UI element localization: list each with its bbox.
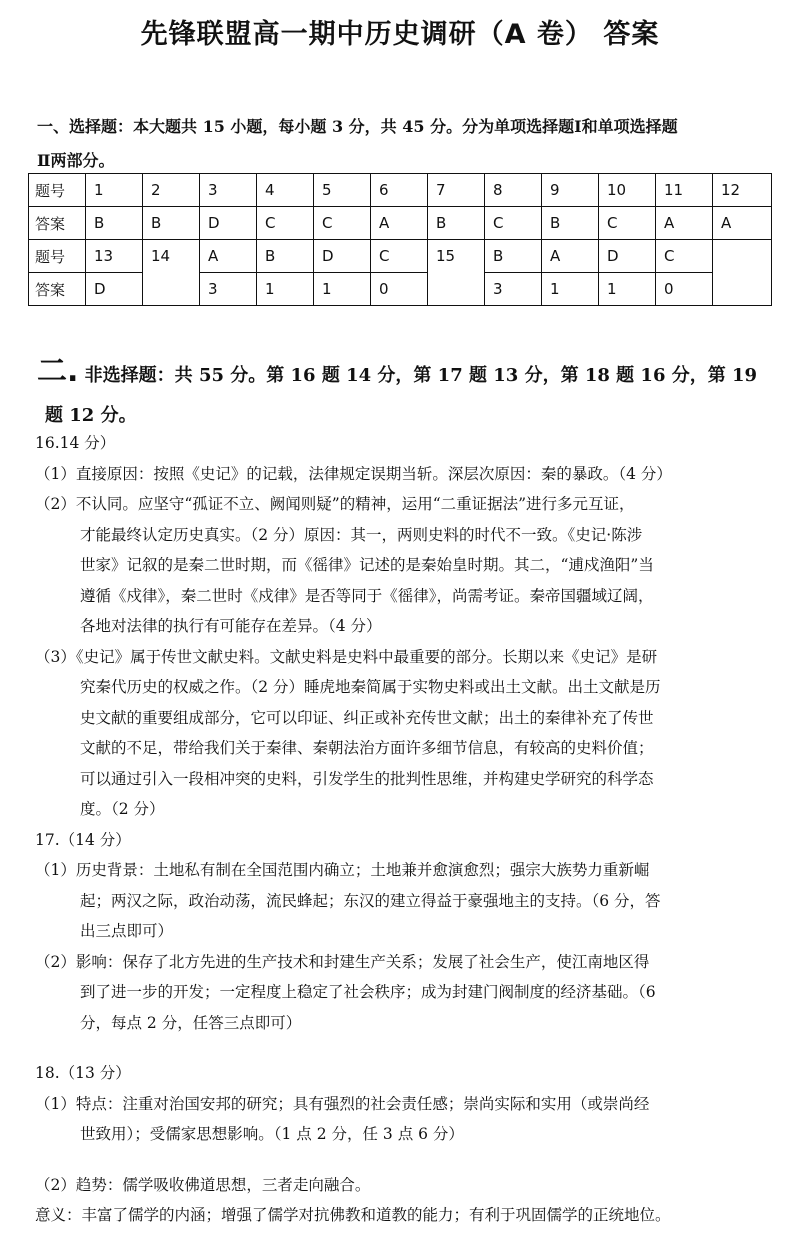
- q18-heading: 18.（13 分）: [35, 1064, 131, 1082]
- answer-value: A: [713, 207, 772, 240]
- q16-part-2-line: 世家》记叙的是秦二世时期，而《徭律》记述的是秦始皇时期。其二，“逋戍渔阳”当: [80, 556, 654, 574]
- q17-part-2-line: 到了进一步的开发；一定程度上稳定了社会秩序；成为封建门阀制度的经济基础。（6: [80, 983, 656, 1001]
- answer-value: D: [86, 273, 143, 306]
- sub-score: 3: [485, 273, 542, 306]
- question-number: 1: [86, 174, 143, 207]
- question-number: 9: [542, 174, 599, 207]
- q16-part-3-line: 可以通过引入一段相冲突的史料，引发学生的批判性思维，并构建史学研究的科学态: [80, 769, 654, 788]
- q17-part-1-line: （1）历史背景：土地私有制在全国范围内确立；土地兼并愈演愈烈；强宗大族势力重新崛: [35, 861, 650, 879]
- q17-part-2-line: 分，每点 2 分，任答三点即可）: [80, 1013, 302, 1032]
- q18-part-1-line: （1）特点：注重对治国安邦的研究；具有强烈的社会责任感；崇尚实际和实用（或崇尚经: [35, 1094, 650, 1113]
- section-2-line-2: 题 12 分。: [45, 405, 137, 426]
- q16-heading: 16.14 分）: [35, 434, 116, 452]
- question-number: 12: [713, 174, 772, 207]
- sub-score: 1: [599, 273, 656, 306]
- question-number: 5: [314, 174, 371, 207]
- question-number: 4: [257, 174, 314, 207]
- question-number: 7: [428, 174, 485, 207]
- q16-part-1: （1）直接原因：按照《史记》的记载，法律规定误期当斩。深层次原因：秦的暴政。（4 分）: [35, 464, 672, 483]
- answer-value: C: [257, 207, 314, 240]
- sub-option: B: [485, 240, 542, 273]
- answer-value: C: [485, 207, 542, 240]
- answer-label: 答案: [29, 207, 86, 240]
- q16-part-3-line: 究秦代历史的权威之作。（2 分）睡虎地秦简属于实物史料或出土文献。出土文献是历: [80, 678, 661, 696]
- sub-score: 1: [257, 273, 314, 306]
- question-number: 13: [86, 240, 143, 273]
- answer-label: 答案: [29, 273, 86, 306]
- question-number: 6: [371, 174, 428, 207]
- question-number: 11: [656, 174, 713, 207]
- answer-value: C: [599, 207, 656, 240]
- question-number: 8: [485, 174, 542, 207]
- question-number: 14: [143, 240, 200, 306]
- sub-score: 1: [542, 273, 599, 306]
- question-label: 题号: [29, 240, 86, 273]
- q17-part-2-line: （2）影响：保存了北方先进的生产技术和封建生产关系；发展了社会生产，使江南地区得: [35, 952, 650, 971]
- answer-body: [35, 428, 775, 1231]
- sub-option: C: [656, 240, 713, 273]
- q18-part-2: （2）趋势：儒学吸收佛道思想，三者走向融合。: [35, 1175, 371, 1194]
- q17-part-1-line: 起；两汉之际，政治动荡，流民蜂起；东汉的建立得益于豪强地主的支持。（6 分，答: [80, 891, 661, 910]
- section-1-line-2: Ⅱ两部分。: [37, 151, 115, 170]
- q16-part-3-line: （3）《史记》属于传世文献史料。文献史料是史料中最重要的部分。长期以来《史记》是研: [35, 647, 658, 666]
- answer-value: B: [86, 207, 143, 240]
- question-number: 2: [143, 174, 200, 207]
- table-row: [29, 273, 772, 306]
- answer-value: C: [314, 207, 371, 240]
- empty-cell: [713, 240, 772, 306]
- section-1-heading: [37, 110, 772, 178]
- page-title: 先锋联盟高一期中历史调研（A 卷） 答案: [140, 19, 660, 50]
- q17-heading: 17.（14 分）: [35, 830, 131, 849]
- sub-score: 1: [314, 273, 371, 306]
- question-number: 3: [200, 174, 257, 207]
- q16-part-2-line: 才能最终认定历史真实。（2 分）原因：其一，两则史料的时代不一致。《史记·陈涉: [80, 525, 643, 544]
- table-row: [29, 174, 772, 207]
- q16-part-3-line: 度。（2 分）: [80, 800, 165, 818]
- q16-part-2-line: 遵循《戍律》，秦二世时《戍律》是否等同于《徭律》，尚需考证。秦帝国疆域辽阔，: [80, 586, 654, 605]
- answer-value: B: [428, 207, 485, 240]
- sub-option: A: [542, 240, 599, 273]
- table-row: [29, 207, 772, 240]
- section-1-line-1: 一、选择题：本大题共 15 小题，每小题 3 分，共 45 分。分为单项选择题Ⅰ和单项选择题: [37, 117, 678, 136]
- section-2-line-1: 非选择题：共 55 分。第 16 题 14 分，第 17 题 13 分，第 18 题 16 分，第 19: [78, 365, 758, 386]
- sub-option: B: [257, 240, 314, 273]
- q18-part-1-line: 世致用）；受儒家思想影响。（1 点 2 分，任 3 点 6 分）: [80, 1125, 464, 1143]
- answer-value: A: [371, 207, 428, 240]
- q16-part-3-line: 史文献的重要组成部分，它可以印证、纠正或补充传世文献；出土的秦律补充了传世: [80, 708, 654, 727]
- q16-part-3-line: 文献的不足，带给我们关于秦律、秦朝法治方面许多细节信息，有较高的史料价值；: [80, 739, 654, 757]
- sub-option: C: [371, 240, 428, 273]
- sub-option: A: [200, 240, 257, 273]
- answer-value: D: [200, 207, 257, 240]
- q17-part-1-line: 出三点即可）: [80, 922, 174, 940]
- section-2-heading: [37, 352, 772, 436]
- sub-score: 3: [200, 273, 257, 306]
- q16-part-2-line: （2）不认同。应坚守“孤证不立、阙闻则疑”的精神，运用“二重证据法”进行多元互证，: [35, 495, 635, 513]
- q16-part-2-line: 各地对法律的执行有可能存在差异。（4 分）: [80, 617, 382, 635]
- answer-table: [28, 173, 772, 306]
- question-label: 题号: [29, 174, 86, 207]
- answer-value: A: [656, 207, 713, 240]
- answer-value: B: [143, 207, 200, 240]
- sub-option: D: [599, 240, 656, 273]
- section-2-number: 二.: [37, 354, 79, 389]
- sub-score: 0: [656, 273, 713, 306]
- question-number: 10: [599, 174, 656, 207]
- table-row: [29, 240, 772, 273]
- answer-value: B: [542, 207, 599, 240]
- q18-significance: 意义：丰富了儒学的内涵；增强了儒学对抗佛教和道教的能力；有利于巩固儒学的正统地位。: [35, 1206, 671, 1224]
- sub-score: 0: [371, 273, 428, 306]
- sub-option: D: [314, 240, 371, 273]
- question-number: 15: [428, 240, 485, 306]
